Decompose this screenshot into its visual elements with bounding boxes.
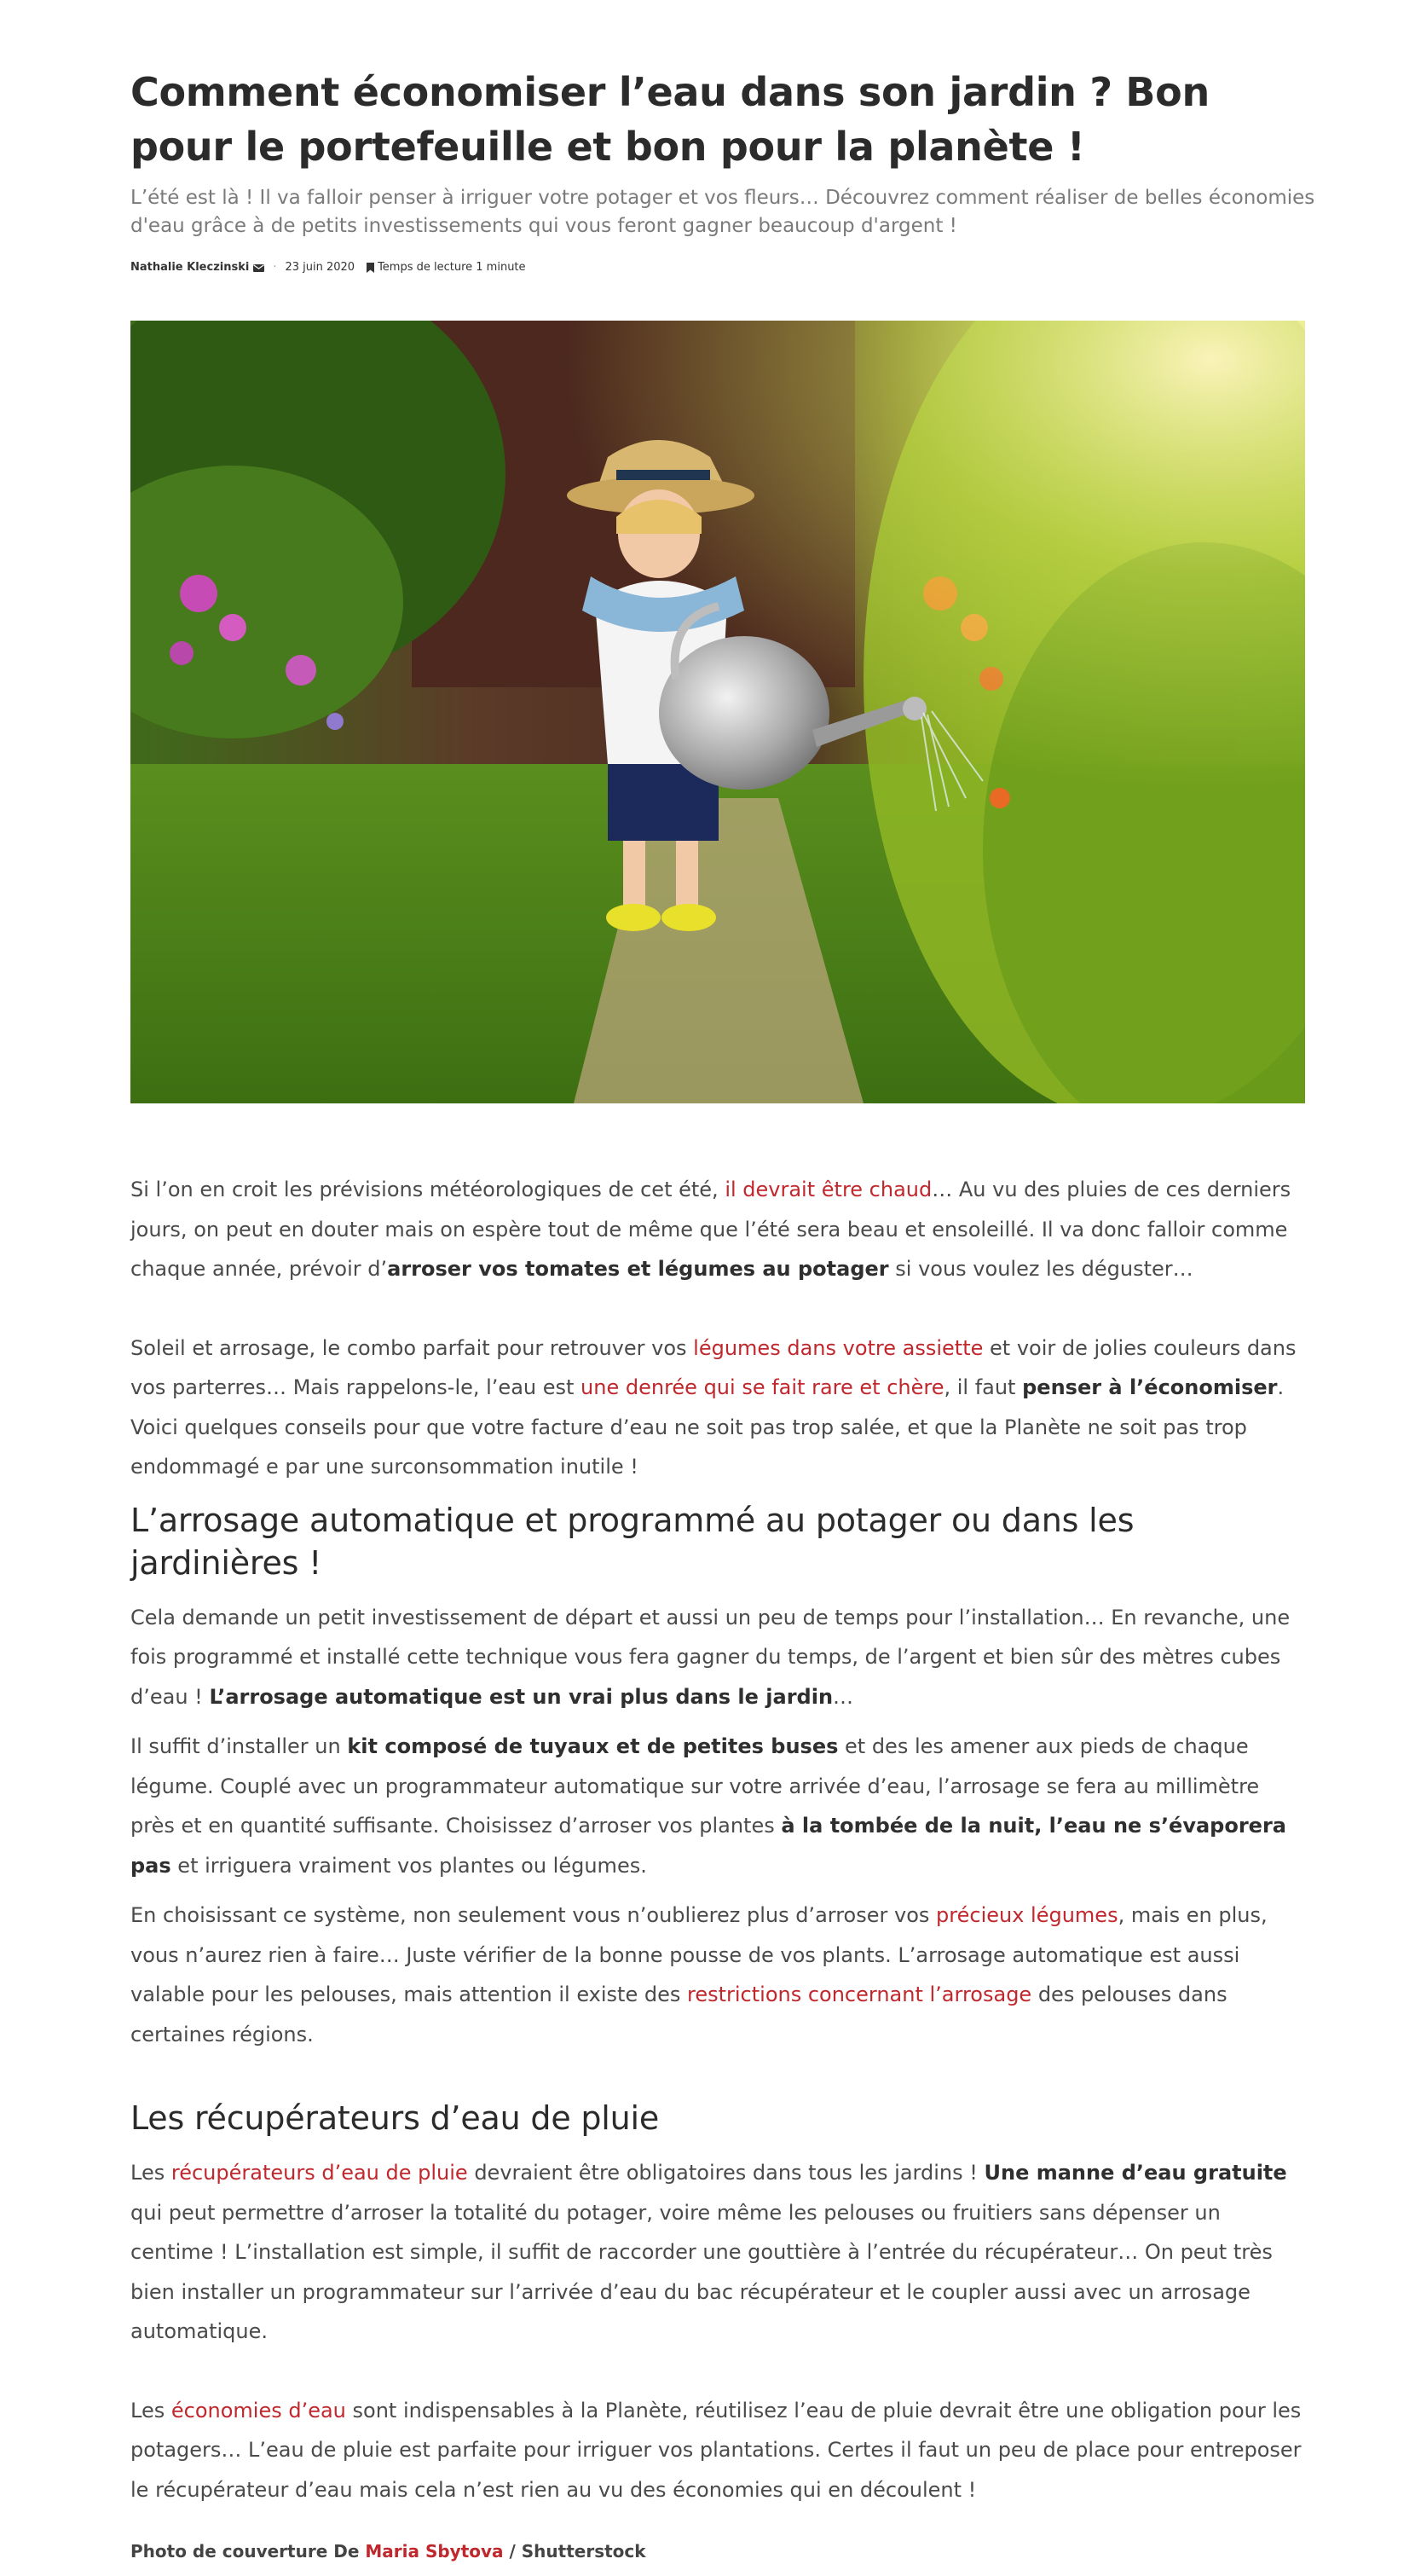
bold-text: penser à l’économiser <box>1022 1375 1278 1399</box>
text-span: Il suffit d’installer un <box>130 1734 348 1758</box>
paragraph-3 <box>130 1598 1305 1717</box>
paragraph-7 <box>130 2391 1305 2510</box>
paragraph-1 <box>130 1170 1305 1289</box>
text-span: Les <box>130 2161 171 2185</box>
article-title: Comment économiser l’eau dans son jardin ? Bon pour le portefeuille et bon pour la planète ! <box>130 69 1210 170</box>
text-span: Photo de couverture De <box>130 2541 366 2562</box>
link-chaud[interactable]: il devrait être chaud <box>725 1178 933 1201</box>
envelope-icon[interactable] <box>253 264 264 272</box>
paragraph-5 <box>130 1896 1305 2054</box>
text-span: Soleil et arrosage, le combo parfait pour retrouver vos <box>130 1335 694 1360</box>
link-economies-eau[interactable]: économies d’eau <box>170 2398 346 2423</box>
text-span: et des les amener aux pieds de chaque légume. Couplé avec un programmateur automatique sur votre arrivée d’eau, l’arrosage se fera au millimètre près et en quantité suffisante. Choisissez d’arroser vos plantes <box>130 1734 1260 1838</box>
text-span: … <box>833 1684 854 1709</box>
text-span: / Shutterstock <box>503 2541 646 2562</box>
section-heading-arrosage: L’arrosage automatique et programmé au potager ou dans les jardinières ! <box>130 1501 1135 1582</box>
text-span: devraient être obligatoires dans tous les jardins ! <box>467 2161 985 2185</box>
link-restrictions-arrosage[interactable]: restrictions concernant l’arrosage <box>686 1983 1032 2006</box>
text-span: si vous voulez les déguster… <box>888 1257 1193 1281</box>
article-meta <box>130 259 1324 276</box>
text-span: Les <box>130 2398 171 2423</box>
link-recuperateurs[interactable]: récupérateurs d’eau de pluie <box>170 2161 468 2185</box>
photo-credit <box>130 2538 1305 2564</box>
link-legumes-assiette[interactable]: légumes dans votre assiette <box>693 1335 984 1360</box>
text-span: , mais en plus, vous n’aurez rien à faire… Juste vérifier de la bonne pousse de vos plants. L’arrosage automatique est aussi valable pour les pelouses, mais attention il existe des <box>130 1903 1268 2006</box>
bold-text: kit composé de tuyaux et de petites buses <box>347 1734 839 1758</box>
paragraph-2 <box>130 1329 1305 1487</box>
text-span: des pelouses dans certaines régions. <box>130 1983 1227 2046</box>
link-denree-rare[interactable]: une denrée qui se fait rare et chère <box>581 1375 944 1399</box>
text-span: et irriguera vraiment vos plantes ou légumes. <box>170 1853 647 1878</box>
paragraph-6 <box>130 2153 1305 2352</box>
article-header <box>130 65 1324 276</box>
text-span: . Voici quelques conseils pour que votre facture d’eau ne soit pas trop salée, et que la Planète ne soit pas trop endommagé e par une surconsommation inutile ! <box>130 1375 1285 1479</box>
section-heading-recuperateurs: Les récupérateurs d’eau de pluie <box>130 2099 660 2137</box>
post-date: 23 juin 2020 <box>285 261 355 274</box>
article-excerpt: L’été est là ! Il va falloir penser à irriguer votre potager et vos fleurs… Découvrez comment réaliser de belles économies d'eau grâce à de petits investissements qui vous feront gagner beaucoup d'argent ! <box>130 187 1315 237</box>
bold-text: à la tombée de la nuit, l’eau ne s’évaporera pas <box>130 1814 1286 1878</box>
article-body <box>130 1170 1305 2564</box>
text-span: En choisissant ce système, non seulement vous n’oublierez plus d’arroser vos <box>130 1903 937 1927</box>
author-link[interactable]: Nathalie Kleczinski <box>130 261 250 274</box>
bold-text: Une manne d’eau gratuite <box>984 2161 1287 2185</box>
bookmark-icon <box>367 263 374 273</box>
text-span: et voir de jolies couleurs dans vos parterres… Mais rappelons-le, l’eau est <box>130 1335 1297 1399</box>
text-span: , il faut <box>944 1375 1023 1399</box>
text-span: … Au vu des pluies de ces derniers jours, on peut en douter mais on espère tout de même que l’été sera beau et ensoleillé. Il va donc falloir comme chaque année, prévoir d’ <box>130 1178 1291 1281</box>
link-precieux-legumes[interactable]: précieux légumes <box>936 1903 1118 1927</box>
text-span: Si l’on en croit les prévisions météorologiques de cet été, <box>130 1178 725 1201</box>
link-photographer[interactable]: Maria Sbytova <box>365 2541 504 2562</box>
text-span: qui peut permettre d’arroser la totalité du potager, voire même les pelouses ou fruitiers sans dépenser un centime ! L’installation est simple, il suffit de raccorder une gouttière à l’entrée du récupérateur… On peut très bien installer un programmateur sur l’arrivée d’eau du bac récupérateur et le coupler aussi avec un arrosage automatique. <box>130 2200 1273 2343</box>
text-span: sont indispensables à la Planète, réutilisez l’eau de pluie devrait être une obligation pour les potagers… L’eau de pluie est parfaite pour irriguer vos plantations. Certes il faut un peu de place pour entreposer le récupérateur d’eau mais cela n’est rien au vu des économies qui en découlent ! <box>130 2398 1302 2502</box>
text-span: Cela demande un petit investissement de départ et aussi un peu de temps pour l’installation… En revanche, une fois programmé et installé cette technique vous fera gagner du temps, de l’argent et bien sûr des mètres cubes d’eau ! <box>130 1605 1291 1709</box>
bold-text: arroser vos tomates et légumes au potager <box>387 1257 889 1281</box>
meta-separator: · <box>273 261 277 274</box>
paragraph-4 <box>130 1727 1305 1885</box>
bold-text: L’arrosage automatique est un vrai plus dans le jardin <box>209 1684 834 1709</box>
hero-image <box>130 321 1305 1103</box>
reading-time: Temps de lecture 1 minute <box>378 261 526 274</box>
